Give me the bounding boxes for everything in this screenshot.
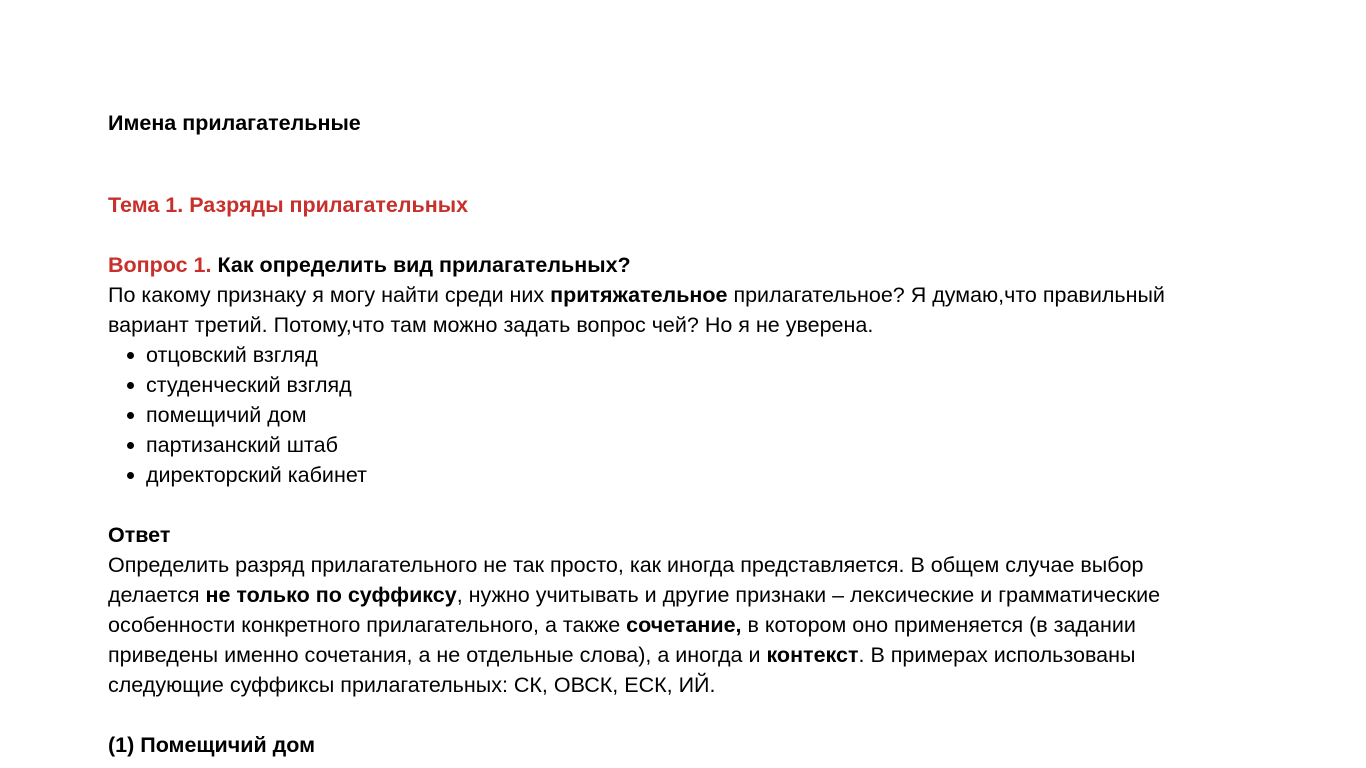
answer-text-3: в котором оно применяется (в задании приведены именно сочетания, а не отдельные слова), а иногда и: [108, 613, 1136, 667]
answer-text-1: Определить разряд прилагательного не так просто, как иногда представляется. В общем случае выбор делается: [108, 553, 1144, 607]
answer-text-2: , нужно учитывать и другие признаки – лексические и грамматические особенности конкретного прилагательного, а также: [108, 583, 1161, 637]
answer-body: [108, 550, 1208, 700]
list-item: студенческий взгляд: [146, 370, 1208, 400]
list-item: директорский кабинет: [146, 460, 1208, 490]
list-item: партизанский штаб: [146, 430, 1208, 460]
question-body: [108, 280, 1208, 340]
answer-heading: Ответ: [108, 523, 171, 547]
example-block: [108, 730, 1208, 760]
answer-block: [108, 520, 1208, 700]
question-heading: [108, 250, 1208, 280]
list-item: отцовский взгляд: [146, 340, 1208, 370]
question-body-bold: притяжательное: [550, 283, 728, 307]
question-block: [108, 250, 1208, 490]
answer-bold-3: контекст: [766, 643, 859, 667]
document-title: Имена прилагательные: [108, 111, 361, 135]
question-label: Вопрос 1.: [108, 253, 212, 277]
topic-heading: Тема 1. Разряды прилагательных: [108, 193, 469, 217]
question-body-text-1: По какому признаку я могу найти среди них: [108, 283, 551, 307]
question-title: Как определить вид прилагательных?: [217, 253, 631, 277]
list-item: помещичий дом: [146, 400, 1208, 430]
answer-text-4: . В примерах использованы следующие суффиксы прилагательных: СК, ОВСК, ЕСК, ИЙ.: [108, 643, 1136, 697]
question-body-text-2: прилагательное? Я думаю,что правильный вариант третий. Потому,что там можно задать вопрос чей? Но я не уверена.: [108, 283, 1165, 337]
example-heading: (1) Помещичий дом: [108, 733, 316, 757]
options-list: [108, 340, 1208, 490]
answer-bold-1: не только по суффиксу: [205, 583, 457, 607]
answer-bold-2: сочетание,: [626, 613, 742, 637]
